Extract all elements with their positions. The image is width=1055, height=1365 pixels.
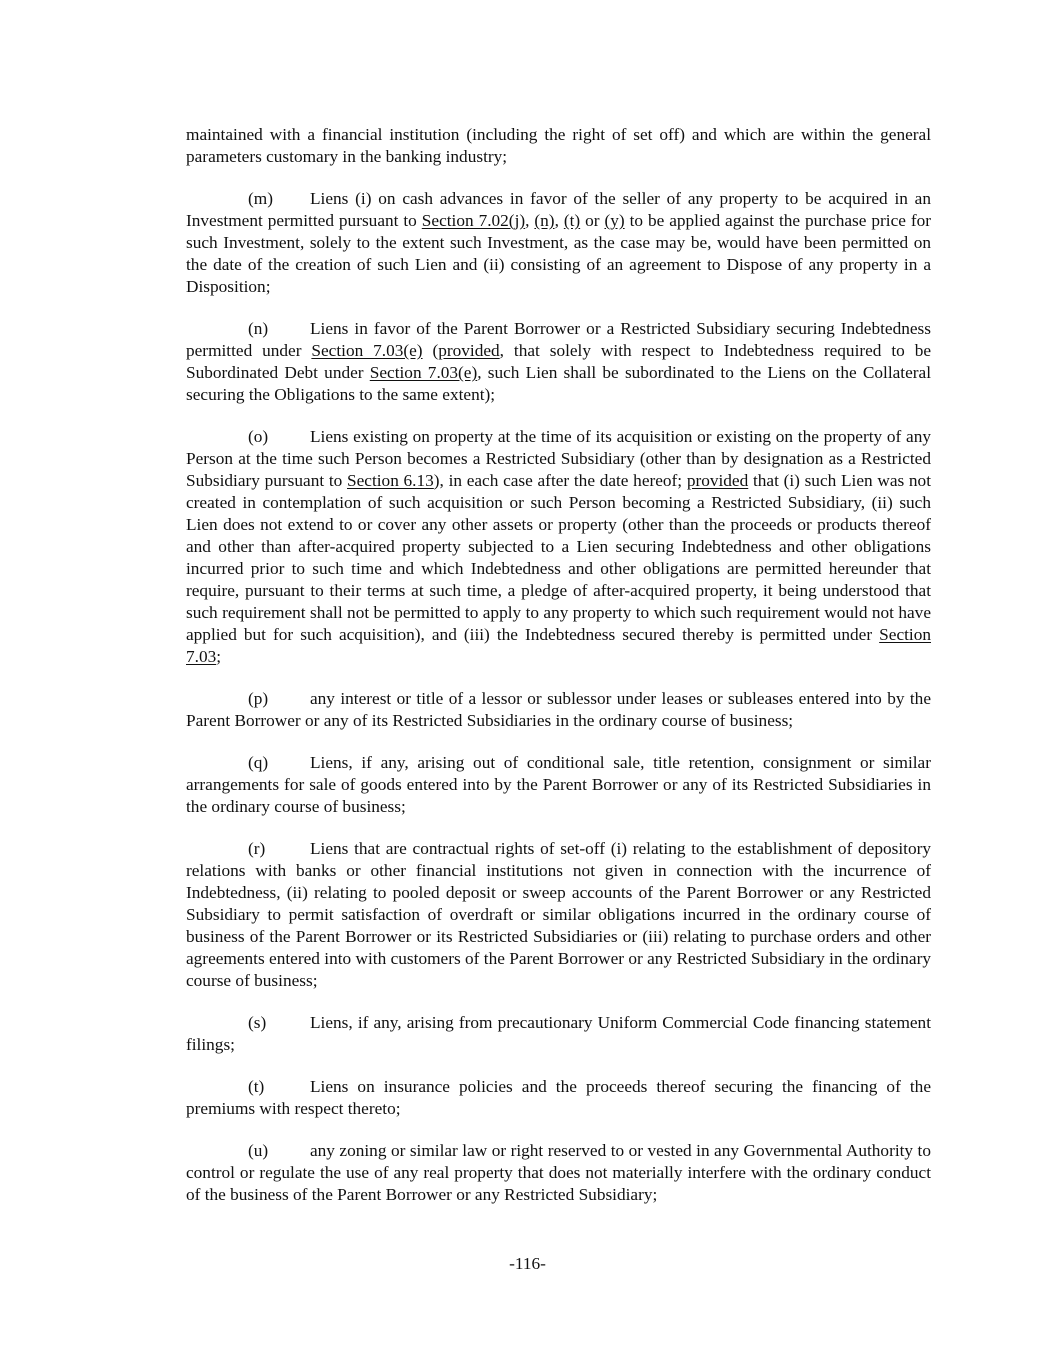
paragraph-q bbox=[186, 752, 931, 818]
paragraph-text: any interest or title of a lessor or sublessor under leases or subleases entered into by the Parent Borrower or any of its Restricted Subsidiaries in the ordinary course of business; bbox=[186, 689, 931, 730]
paragraph-u bbox=[186, 1140, 931, 1206]
paragraph-text: Liens in favor of the Parent Borrower or a Restricted Subsidiary securing Indebtedness permitted under bbox=[186, 319, 931, 360]
paragraph-r bbox=[186, 838, 931, 992]
paragraph-t bbox=[186, 1076, 931, 1120]
paragraph-text: any zoning or similar law or right reserved to or vested in any Governmental Authority to control or regulate the use of any real property that does not materially interfere with the ordinary conduct of the business of the Parent Borrower or any Restricted Subsidiary; bbox=[186, 1141, 931, 1204]
paragraph-text: ; bbox=[216, 647, 222, 666]
paragraph-text: , bbox=[525, 211, 535, 230]
provided-term: provided bbox=[686, 471, 749, 490]
paragraph-n bbox=[186, 318, 931, 406]
clause-label: (n) bbox=[248, 319, 269, 338]
provided-term: provided bbox=[438, 341, 500, 360]
clause-label: (o) bbox=[248, 427, 269, 446]
paragraph-continuation bbox=[186, 124, 931, 168]
paragraph-text: ( bbox=[422, 341, 439, 360]
clause-label: (r) bbox=[248, 839, 266, 858]
paragraph-text: that (i) such Lien was not created in contemplation of such acquisition or such Person becoming a Restricted Subsidiary, (ii) such Lien does not extend to or cover any other assets or property (other than the proceeds or products thereof and other than after-acquired property subjected to a Lien securing Indebtedness and other obligations incurred prior to such time and which Indebtedness and other obligations are permitted hereunder that require, pursuant to their terms at such time, a pledge of after-acquired property, it being understood that such requirement shall not be permitted to apply to any property to which such requirement would not have applied but for such acquisition), and (iii) the Indebtedness secured thereby is permitted under bbox=[186, 471, 932, 644]
clause-label: (s) bbox=[248, 1013, 267, 1032]
paragraph-text: Liens, if any, arising from precautionary Uniform Commercial Code financing statement filings; bbox=[186, 1013, 931, 1054]
paragraph-text: , such Lien shall be subordinated to the Liens on the Collateral securing the Obligations to the same extent); bbox=[186, 363, 931, 404]
paragraph-text: Liens on insurance policies and the proceeds thereof securing the financing of the premiums with respect thereto; bbox=[186, 1077, 931, 1118]
paragraph-text: , bbox=[554, 211, 564, 230]
paragraph-text: Liens, if any, arising out of conditional sale, title retention, consignment or similar arrangements for sale of goods entered into by the Parent Borrower or any of its Restricted Subsidiaries in the ordinary course of business; bbox=[186, 753, 931, 816]
paragraph-m bbox=[186, 188, 931, 298]
clause-label: (m) bbox=[248, 189, 273, 208]
clause-label: (t) bbox=[248, 1077, 265, 1096]
paragraph-text: maintained with a financial institution (including the right of set off) and which are within the general parameters customary in the banking industry; bbox=[186, 125, 931, 166]
section-reference: (t) bbox=[563, 211, 581, 230]
clause-label: (p) bbox=[248, 689, 269, 708]
page-number: -116- bbox=[509, 1254, 546, 1273]
paragraph-text: to be applied against the purchase price for such Investment, solely to the extent such Investment, as the case may be, would have been permitted on the date of the creation of such Lien and (ii) consisting of an agreement to Dispose of any property in a Disposition; bbox=[186, 211, 932, 296]
paragraph-text: Liens existing on property at the time of its acquisition or existing on the property of any Person at the time such Person becomes a Restricted Subsidiary (other than by designation as a Restricted Subsidiary pursuant to bbox=[186, 427, 931, 490]
paragraph-s bbox=[186, 1012, 931, 1056]
paragraph-text: , that solely with respect to Indebtedness required to be Subordinated Debt under bbox=[186, 341, 932, 382]
section-reference: (y) bbox=[604, 211, 625, 230]
section-reference: Section 7.03(e) bbox=[369, 363, 478, 382]
paragraph-o bbox=[186, 426, 931, 668]
clause-label: (u) bbox=[248, 1141, 269, 1160]
section-reference: Section 7.02(j) bbox=[421, 211, 526, 230]
section-reference: Section 6.13 bbox=[347, 471, 434, 490]
paragraph-p bbox=[186, 688, 931, 732]
clause-label: (q) bbox=[248, 753, 269, 772]
paragraph-text: Liens (i) on cash advances in favor of the seller of any property to be acquired in an Investment permitted pursuant to bbox=[186, 189, 931, 230]
section-reference: Section 7.03 bbox=[186, 625, 931, 666]
section-reference: Section 7.03(e) bbox=[311, 341, 423, 360]
paragraph-text: Liens that are contractual rights of set-off (i) relating to the establishment of depository relations with banks or other financial institutions not given in connection with the incurrence of Indebtedness, (ii) relating to pooled deposit or sweep accounts of the Parent Borrower or any Restricted Subsidiary to permit satisfaction of overdraft or similar obligations incurred in the ordinary course of business of the Parent Borrower or its Restricted Subsidiaries or (iii) relating to purchase orders and other agreements entered into with customers of the Parent Borrower or any Restricted Subsidiary in the ordinary course of business; bbox=[186, 839, 931, 990]
document-page bbox=[186, 124, 931, 1226]
paragraph-text: or bbox=[580, 211, 605, 230]
section-reference: (n) bbox=[534, 211, 555, 230]
paragraph-text: ), in each case after the date hereof; bbox=[433, 471, 687, 490]
